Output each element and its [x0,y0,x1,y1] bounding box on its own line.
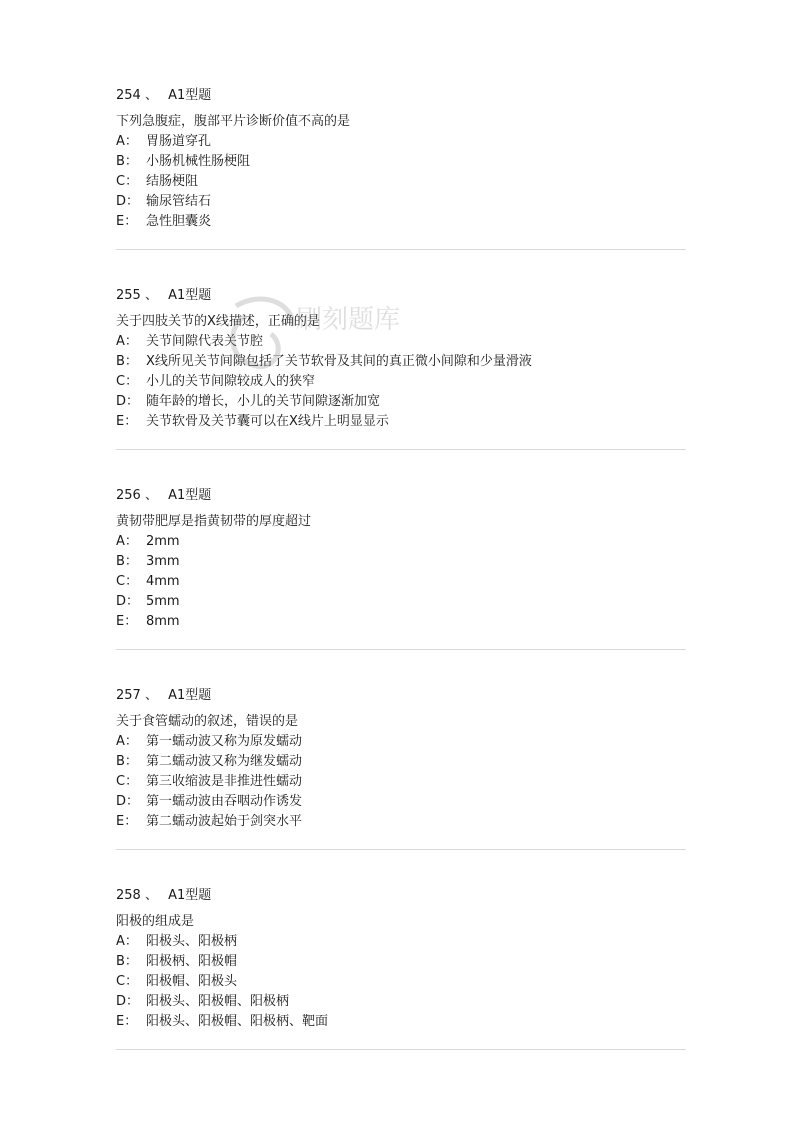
question-header [116,286,686,306]
question-separator: 、 [144,288,158,303]
option-text: 随年龄的增长，小儿的关节间隙逐渐加宽 [146,394,381,409]
option-e [116,812,686,832]
option-b [116,952,686,972]
option-e [116,412,686,432]
option-b [116,352,686,372]
option-e [116,212,686,232]
question-divider [116,849,686,850]
option-letter: B： [116,354,138,369]
question-type: A1型题 [168,488,212,503]
question-type: A1型题 [168,88,212,103]
option-letter: D： [116,994,140,1009]
question-257 [116,686,686,832]
option-letter: E： [116,814,138,829]
option-a [116,932,686,952]
option-b [116,152,686,172]
option-letter: C： [116,374,139,389]
question-stem: 下列急腹症，腹部平片诊断价值不高的是 [116,114,351,129]
question-type: A1型题 [168,288,212,303]
option-letter: B： [116,154,138,169]
option-d [116,592,686,612]
option-c [116,772,686,792]
option-letter: E： [116,214,138,229]
option-letter: E： [116,614,138,629]
question-header [116,86,686,106]
question-divider [116,1049,686,1050]
option-text: 阳极帽、阳极头 [146,974,238,989]
option-text: X线所见关节间隙包括了关节软骨及其间的真正微小间隙和少量滑液 [146,354,532,369]
option-text: 第二蠕动波起始于剑突水平 [146,814,303,829]
option-letter: A： [116,334,138,349]
option-a [116,532,686,552]
option-b [116,752,686,772]
question-header [116,886,686,906]
option-letter: C： [116,974,139,989]
question-256 [116,486,686,632]
option-e [116,1012,686,1032]
option-e [116,612,686,632]
question-stem: 阳极的组成是 [116,914,195,929]
question-number: 256 [116,488,141,503]
option-letter: D： [116,594,140,609]
option-text: 4mm [146,574,180,589]
option-text: 阳极柄、阳极帽 [146,954,238,969]
question-255 [116,286,686,432]
option-text: 输尿管结石 [146,194,212,209]
option-text: 关节软骨及关节囊可以在X线片上明显显示 [146,414,389,429]
option-a [116,332,686,352]
question-number: 257 [116,688,141,703]
question-stem: 关于食管蠕动的叙述，错误的是 [116,714,299,729]
option-text: 2mm [146,534,180,549]
option-text: 胃肠道穿孔 [146,134,212,149]
option-letter: C： [116,174,139,189]
option-text: 阳极头、阳极柄 [146,934,238,949]
option-text: 第一蠕动波又称为原发蠕动 [146,734,303,749]
question-number: 254 [116,88,141,103]
option-letter: B： [116,754,138,769]
option-c [116,172,686,192]
question-separator: 、 [144,688,158,703]
option-letter: A： [116,734,138,749]
option-a [116,132,686,152]
option-b [116,552,686,572]
option-a [116,732,686,752]
option-text: 阳极头、阳极帽、阳极柄、靶面 [146,1014,329,1029]
option-letter: C： [116,774,139,789]
question-header [116,686,686,706]
option-letter: B： [116,554,138,569]
option-d [116,192,686,212]
question-type: A1型题 [168,688,212,703]
option-text: 8mm [146,614,180,629]
option-c [116,972,686,992]
question-stem: 黄韧带肥厚是指黄韧带的厚度超过 [116,514,312,529]
option-text: 阳极头、阳极帽、阳极柄 [146,994,290,1009]
option-text: 5mm [146,594,180,609]
option-letter: A： [116,534,138,549]
question-254 [116,86,686,232]
option-letter: B： [116,954,138,969]
option-text: 急性胆囊炎 [146,214,212,229]
option-letter: C： [116,574,139,589]
option-d [116,392,686,412]
question-separator: 、 [144,488,158,503]
question-separator: 、 [144,88,158,103]
option-letter: D： [116,194,140,209]
question-divider [116,449,686,450]
question-stem: 关于四肢关节的X线描述，正确的是 [116,314,320,329]
option-letter: E： [116,414,138,429]
question-number: 258 [116,888,141,903]
option-text: 第三收缩波是非推进性蠕动 [146,774,303,789]
question-number: 255 [116,288,141,303]
option-letter: D： [116,394,140,409]
option-text: 3mm [146,554,180,569]
watermark-text: 刷刻题库 [296,305,401,335]
option-letter: A： [116,934,138,949]
option-d [116,792,686,812]
option-c [116,372,686,392]
option-d [116,992,686,1012]
question-separator: 、 [144,888,158,903]
question-258 [116,886,686,1032]
option-c [116,572,686,592]
option-letter: A： [116,134,138,149]
option-letter: E： [116,1014,138,1029]
option-text: 小肠机械性肠梗阻 [146,154,251,169]
question-type: A1型题 [168,888,212,903]
option-letter: D： [116,794,140,809]
option-text: 小儿的关节间隙较成人的狭窄 [146,374,316,389]
question-divider [116,249,686,250]
option-text: 第二蠕动波又称为继发蠕动 [146,754,303,769]
question-divider [116,649,686,650]
option-text: 关节间隙代表关节腔 [146,334,264,349]
question-header [116,486,686,506]
option-text: 结肠梗阻 [146,174,199,189]
option-text: 第一蠕动波由吞咽动作诱发 [146,794,303,809]
